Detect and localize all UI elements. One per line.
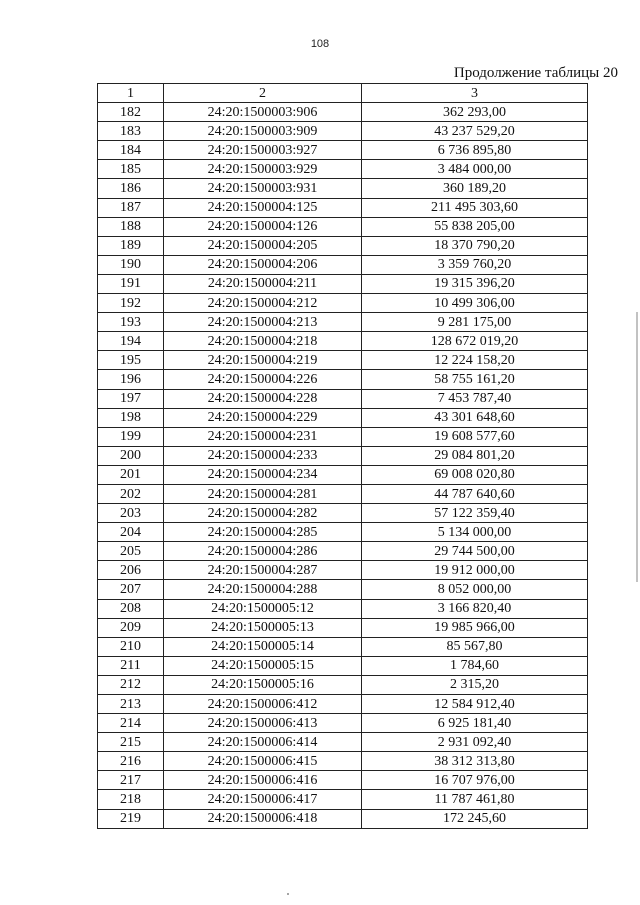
- row-number-cell: 207: [98, 580, 164, 599]
- value-cell: 12 224 158,20: [362, 351, 588, 370]
- value-cell: 58 755 161,20: [362, 370, 588, 389]
- cadastral-number-cell: 24:20:1500003:927: [164, 141, 362, 160]
- cadastral-number-cell: 24:20:1500004:233: [164, 446, 362, 465]
- cadastral-number-cell: 24:20:1500005:15: [164, 656, 362, 675]
- table-row: [98, 618, 588, 637]
- table-row: [98, 408, 588, 427]
- cadastral-number-cell: 24:20:1500004:234: [164, 465, 362, 484]
- table-row: [98, 427, 588, 446]
- value-cell: 55 838 205,00: [362, 217, 588, 236]
- table-row: [98, 274, 588, 293]
- cadastral-number-cell: 24:20:1500004:126: [164, 217, 362, 236]
- value-cell: 43 237 529,20: [362, 122, 588, 141]
- row-number-cell: 211: [98, 656, 164, 675]
- row-number-cell: 219: [98, 809, 164, 828]
- cadastral-number-cell: 24:20:1500005:13: [164, 618, 362, 637]
- cadastral-number-cell: 24:20:1500004:211: [164, 274, 362, 293]
- row-number-cell: 214: [98, 714, 164, 733]
- table-row: [98, 790, 588, 809]
- table-row: [98, 733, 588, 752]
- row-number-cell: 192: [98, 294, 164, 313]
- value-cell: 211 495 303,60: [362, 198, 588, 217]
- row-number-cell: 216: [98, 752, 164, 771]
- row-number-cell: 195: [98, 351, 164, 370]
- table-row: [98, 809, 588, 828]
- value-cell: 2 931 092,40: [362, 733, 588, 752]
- value-cell: 3 484 000,00: [362, 160, 588, 179]
- cadastral-number-cell: 24:20:1500004:281: [164, 484, 362, 503]
- table-row: [98, 236, 588, 255]
- value-cell: 7 453 787,40: [362, 389, 588, 408]
- row-number-cell: 183: [98, 122, 164, 141]
- table-row: [98, 561, 588, 580]
- value-cell: 19 912 000,00: [362, 561, 588, 580]
- row-number-cell: 184: [98, 141, 164, 160]
- cadastral-number-cell: 24:20:1500004:205: [164, 236, 362, 255]
- table-row: [98, 637, 588, 656]
- cadastral-number-cell: 24:20:1500004:226: [164, 370, 362, 389]
- table-row: [98, 599, 588, 618]
- cadastral-number-cell: 24:20:1500004:229: [164, 408, 362, 427]
- table-row: [98, 465, 588, 484]
- value-cell: 3 166 820,40: [362, 599, 588, 618]
- table-row: [98, 255, 588, 274]
- value-cell: 362 293,00: [362, 103, 588, 122]
- value-cell: 172 245,60: [362, 809, 588, 828]
- cadastral-number-cell: 24:20:1500003:929: [164, 160, 362, 179]
- cadastral-number-cell: 24:20:1500004:287: [164, 561, 362, 580]
- scan-dot: [287, 893, 289, 895]
- table-row: [98, 141, 588, 160]
- table-header-row: [98, 84, 588, 103]
- value-cell: 2 315,20: [362, 675, 588, 694]
- value-cell: 360 189,20: [362, 179, 588, 198]
- row-number-cell: 210: [98, 637, 164, 656]
- cadastral-number-cell: 24:20:1500003:931: [164, 179, 362, 198]
- table-row: [98, 294, 588, 313]
- cadastral-number-cell: 24:20:1500004:288: [164, 580, 362, 599]
- value-cell: 85 567,80: [362, 637, 588, 656]
- table-row: [98, 160, 588, 179]
- cadastral-number-cell: 24:20:1500004:219: [164, 351, 362, 370]
- row-number-cell: 200: [98, 446, 164, 465]
- table-row: [98, 198, 588, 217]
- cadastral-number-cell: 24:20:1500004:212: [164, 294, 362, 313]
- table-body: [98, 103, 588, 829]
- value-cell: 29 084 801,20: [362, 446, 588, 465]
- row-number-cell: 217: [98, 771, 164, 790]
- table-row: [98, 695, 588, 714]
- table-row: [98, 714, 588, 733]
- cadastral-number-cell: 24:20:1500005:12: [164, 599, 362, 618]
- column-header-2: 2: [164, 84, 362, 103]
- cadastral-number-cell: 24:20:1500004:228: [164, 389, 362, 408]
- table-row: [98, 771, 588, 790]
- table-row: [98, 542, 588, 561]
- row-number-cell: 193: [98, 313, 164, 332]
- value-cell: 19 985 966,00: [362, 618, 588, 637]
- table-row: [98, 351, 588, 370]
- value-cell: 16 707 976,00: [362, 771, 588, 790]
- table-row: [98, 504, 588, 523]
- cadastral-number-cell: 24:20:1500004:285: [164, 523, 362, 542]
- cadastral-number-cell: 24:20:1500006:416: [164, 771, 362, 790]
- row-number-cell: 188: [98, 217, 164, 236]
- table-row: [98, 313, 588, 332]
- cadastral-number-cell: 24:20:1500004:231: [164, 427, 362, 446]
- row-number-cell: 206: [98, 561, 164, 580]
- cadastral-number-cell: 24:20:1500003:909: [164, 122, 362, 141]
- cadastral-number-cell: 24:20:1500004:282: [164, 504, 362, 523]
- cadastral-number-cell: 24:20:1500004:286: [164, 542, 362, 561]
- cadastral-number-cell: 24:20:1500006:413: [164, 714, 362, 733]
- row-number-cell: 205: [98, 542, 164, 561]
- table-row: [98, 523, 588, 542]
- value-cell: 69 008 020,80: [362, 465, 588, 484]
- page-number: 108: [310, 38, 330, 50]
- value-cell: 6 736 895,80: [362, 141, 588, 160]
- value-cell: 6 925 181,40: [362, 714, 588, 733]
- cadastral-number-cell: 24:20:1500004:213: [164, 313, 362, 332]
- row-number-cell: 204: [98, 523, 164, 542]
- row-number-cell: 198: [98, 408, 164, 427]
- row-number-cell: 197: [98, 389, 164, 408]
- table-row: [98, 446, 588, 465]
- row-number-cell: 199: [98, 427, 164, 446]
- value-cell: 43 301 648,60: [362, 408, 588, 427]
- value-cell: 12 584 912,40: [362, 695, 588, 714]
- row-number-cell: 203: [98, 504, 164, 523]
- value-cell: 57 122 359,40: [362, 504, 588, 523]
- table-row: [98, 103, 588, 122]
- cadastral-number-cell: 24:20:1500006:415: [164, 752, 362, 771]
- table-continuation-title: Продолжение таблицы 20: [453, 65, 618, 81]
- row-number-cell: 218: [98, 790, 164, 809]
- row-number-cell: 187: [98, 198, 164, 217]
- value-cell: 3 359 760,20: [362, 255, 588, 274]
- table-row: [98, 484, 588, 503]
- value-cell: 8 052 000,00: [362, 580, 588, 599]
- row-number-cell: 182: [98, 103, 164, 122]
- row-number-cell: 215: [98, 733, 164, 752]
- cadastral-number-cell: 24:20:1500003:906: [164, 103, 362, 122]
- cadastral-number-cell: 24:20:1500004:125: [164, 198, 362, 217]
- value-cell: 1 784,60: [362, 656, 588, 675]
- value-cell: 9 281 175,00: [362, 313, 588, 332]
- table-row: [98, 332, 588, 351]
- column-header-1: 1: [98, 84, 164, 103]
- row-number-cell: 189: [98, 236, 164, 255]
- cadastral-number-cell: 24:20:1500004:206: [164, 255, 362, 274]
- row-number-cell: 208: [98, 599, 164, 618]
- cadastral-number-cell: 24:20:1500005:16: [164, 675, 362, 694]
- row-number-cell: 185: [98, 160, 164, 179]
- table-row: [98, 217, 588, 236]
- value-cell: 10 499 306,00: [362, 294, 588, 313]
- cadastral-number-cell: 24:20:1500006:417: [164, 790, 362, 809]
- value-cell: 5 134 000,00: [362, 523, 588, 542]
- row-number-cell: 191: [98, 274, 164, 293]
- value-cell: 29 744 500,00: [362, 542, 588, 561]
- row-number-cell: 201: [98, 465, 164, 484]
- cadastral-number-cell: 24:20:1500006:414: [164, 733, 362, 752]
- table-row: [98, 370, 588, 389]
- row-number-cell: 186: [98, 179, 164, 198]
- scan-edge-mark: [636, 312, 638, 582]
- row-number-cell: 213: [98, 695, 164, 714]
- value-cell: 19 315 396,20: [362, 274, 588, 293]
- column-header-3: 3: [362, 84, 588, 103]
- cadastral-number-cell: 24:20:1500006:418: [164, 809, 362, 828]
- cadastral-number-cell: 24:20:1500006:412: [164, 695, 362, 714]
- table-row: [98, 656, 588, 675]
- cadastral-number-cell: 24:20:1500005:14: [164, 637, 362, 656]
- row-number-cell: 212: [98, 675, 164, 694]
- value-cell: 38 312 313,80: [362, 752, 588, 771]
- table-row: [98, 752, 588, 771]
- table-row: [98, 580, 588, 599]
- value-cell: 18 370 790,20: [362, 236, 588, 255]
- table-row: [98, 179, 588, 198]
- table-row: [98, 389, 588, 408]
- data-table: [97, 83, 588, 829]
- row-number-cell: 202: [98, 484, 164, 503]
- row-number-cell: 209: [98, 618, 164, 637]
- value-cell: 128 672 019,20: [362, 332, 588, 351]
- row-number-cell: 196: [98, 370, 164, 389]
- table-row: [98, 675, 588, 694]
- value-cell: 44 787 640,60: [362, 484, 588, 503]
- row-number-cell: 194: [98, 332, 164, 351]
- cadastral-number-cell: 24:20:1500004:218: [164, 332, 362, 351]
- table-row: [98, 122, 588, 141]
- row-number-cell: 190: [98, 255, 164, 274]
- value-cell: 11 787 461,80: [362, 790, 588, 809]
- value-cell: 19 608 577,60: [362, 427, 588, 446]
